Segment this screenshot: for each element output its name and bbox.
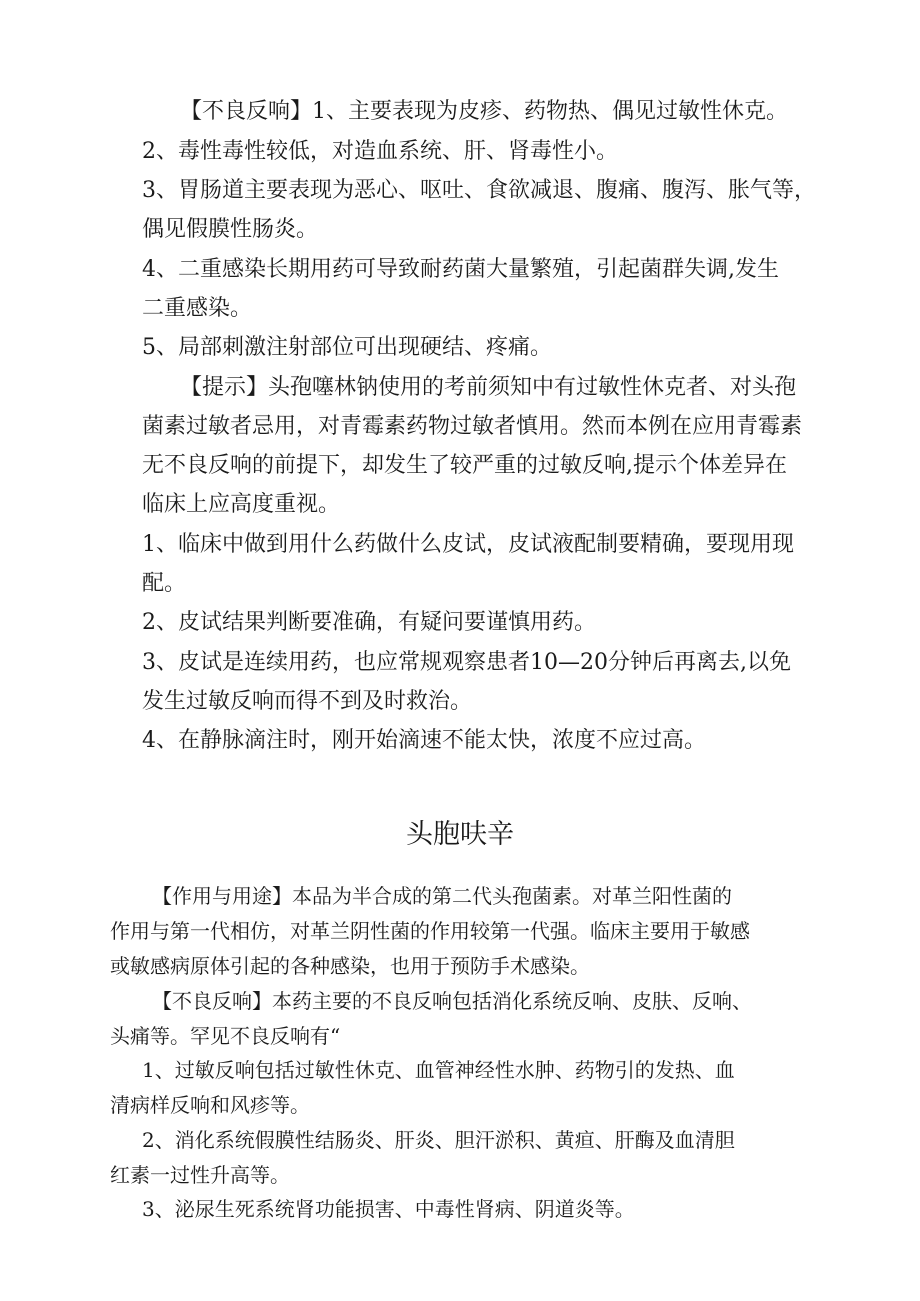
text-line: 头痛等。罕见不良反响有“ [110, 1024, 341, 1048]
text-line: 【不良反响】本药主要的不良反响包括消化系统反响、皮肤、反响、 [152, 989, 752, 1013]
text-line: 清病样反响和风疹等。 [110, 1093, 310, 1117]
text-line: 1、过敏反响包括过敏性休克、血管神经性水肿、药物引的发热、血 [142, 1058, 735, 1082]
drug-title-heading: 头胞呋辛 [406, 819, 514, 850]
text-line: 2、消化系统假膜性结肠炎、肝炎、胆汗淤积、黄疸、肝酶及血清胆 [142, 1128, 735, 1152]
text-line: 2、毒性毒性较低，对造血系统、肝、肾毒性小。 [142, 139, 618, 164]
text-line: 1、临床中做到用什么药做什么皮试，皮试液配制要精确，要现用现 [142, 532, 794, 557]
text-line: 3、胃肠道主要表现为恶心、呕吐、食欲减退、腹痛、腹泻、胀气等， [142, 178, 816, 203]
text-line: 临床上应高度重视。 [142, 492, 341, 517]
text-line: 【作用与用途】本品为半合成的第二代头孢菌素。对革兰阳性菌的 [152, 884, 732, 908]
text-line: 无不良反响的前提下，却发生了较严重的过敏反响,提示个体差异在 [142, 453, 787, 478]
text-line: 3、泌尿生死系统肾功能损害、中毒性肾病、阴道炎等。 [142, 1197, 635, 1221]
text-line: 作用与第一代相仿，对革兰阴性菌的作用较第一代强。临床主要用于敏感 [110, 919, 750, 943]
text-line: 菌素过敏者忌用，对青霉素药物过敏者慎用。然而本例在应用青霉素 [142, 414, 803, 439]
text-line: 4、二重感染长期用药可导致耐药菌大量繁殖，引起菌群失调,发生 [142, 257, 779, 282]
text-line: 配。 [142, 571, 187, 596]
text-line: 【不良反响】1、主要表现为皮疹、药物热、偶见过敏性休克。 [180, 99, 788, 124]
text-line: 二重感染。 [142, 296, 253, 321]
text-line: 红素一过性升高等。 [110, 1163, 290, 1187]
text-line: 5、局部刺激注射部位可出现硬结、疼痛。 [142, 335, 552, 360]
text-line: 发生过敏反响而得不到及时救治。 [142, 689, 473, 714]
text-line: 或敏感病原体引起的各种感染，也用于预防手术感染。 [110, 954, 590, 978]
text-line: 【提示】头孢噻林钠使用的考前须知中有过敏性休克者、对头孢 [180, 375, 797, 400]
text-line: 2、皮试结果判断要准确，有疑问要谨慎用药。 [142, 610, 596, 635]
text-line: 4、在静脉滴注时，刚开始滴速不能太快，浓度不应过高。 [142, 728, 706, 753]
text-line: 偶见假膜性肠炎。 [142, 217, 319, 242]
text-line: 3、皮试是连续用药，也应常规观察患者10—20分钟后再离去,以免 [142, 650, 791, 675]
